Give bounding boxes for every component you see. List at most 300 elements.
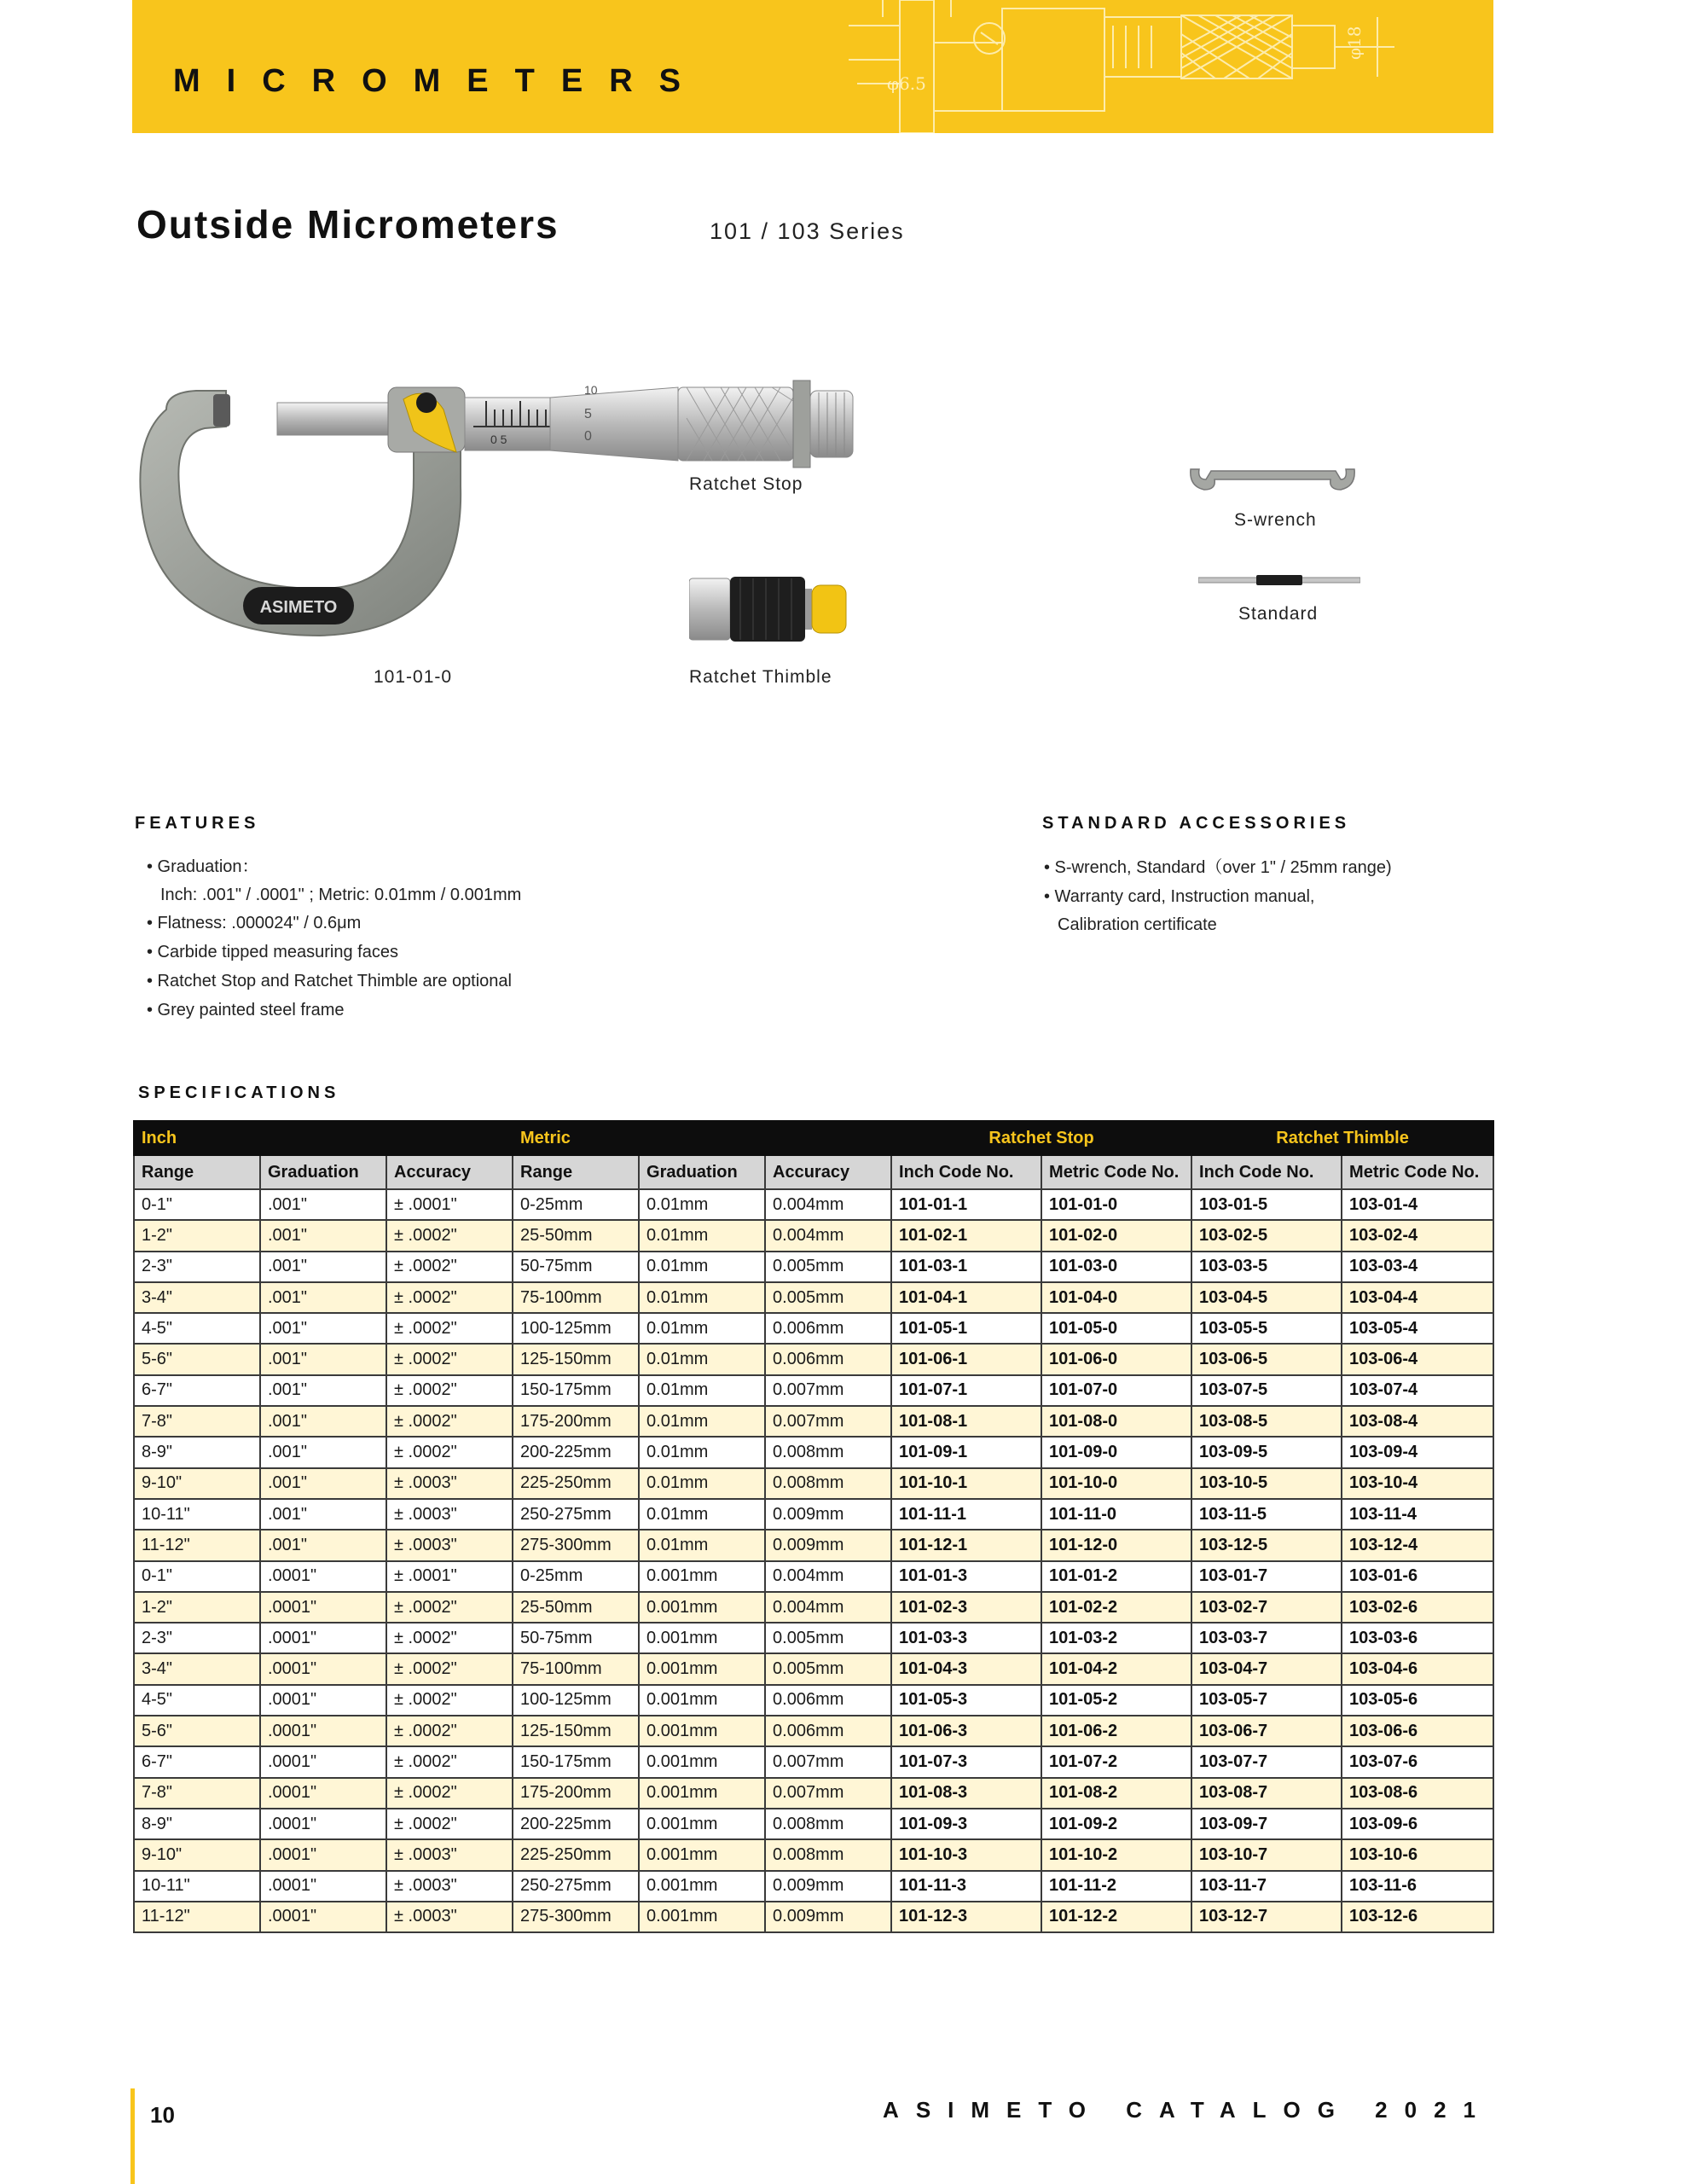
- table-cell: 150-175mm: [513, 1746, 639, 1777]
- page-number: 10: [150, 2102, 175, 2128]
- table-cell: ± .0002": [386, 1375, 513, 1406]
- table-cell: 50-75mm: [513, 1623, 639, 1653]
- table-column-header: [134, 1155, 1493, 1189]
- table-row: [134, 1344, 1493, 1374]
- table-cell: 101-11-2: [1041, 1871, 1191, 1902]
- table-cell: 0.01mm: [639, 1220, 765, 1251]
- table-cell: .001": [260, 1530, 386, 1560]
- table-row: [134, 1653, 1493, 1684]
- table-cell: 1-2": [134, 1592, 260, 1623]
- table-cell: 125-150mm: [513, 1716, 639, 1746]
- table-cell: .001": [260, 1220, 386, 1251]
- header-banner: [132, 0, 1493, 133]
- section-title: MICROMETERS: [173, 63, 707, 99]
- column-header: Metric Code No.: [1041, 1155, 1191, 1189]
- table-cell: 2-3": [134, 1623, 260, 1653]
- table-cell: ± .0002": [386, 1313, 513, 1344]
- micrometer-caption: 101-01-0: [374, 667, 453, 687]
- table-cell: 175-200mm: [513, 1406, 639, 1437]
- column-header: Range: [134, 1155, 260, 1189]
- table-cell: 101-12-1: [891, 1530, 1041, 1560]
- table-cell: 101-08-3: [891, 1778, 1041, 1809]
- table-cell: 0.01mm: [639, 1189, 765, 1220]
- table-cell: .0001": [260, 1623, 386, 1653]
- table-cell: 101-10-2: [1041, 1839, 1191, 1870]
- table-cell: 175-200mm: [513, 1778, 639, 1809]
- table-cell: 3-4": [134, 1282, 260, 1313]
- list-item: [147, 996, 744, 1025]
- table-cell: 0.001mm: [639, 1871, 765, 1902]
- column-header: Inch Code No.: [891, 1155, 1041, 1189]
- table-cell: 103-03-6: [1342, 1623, 1493, 1653]
- table-cell: 103-07-6: [1342, 1746, 1493, 1777]
- table-cell: 103-02-7: [1191, 1592, 1342, 1623]
- feature-text: • Graduation：: [147, 857, 259, 876]
- table-cell: 103-12-7: [1191, 1902, 1342, 1932]
- table-cell: .001": [260, 1313, 386, 1344]
- svg-text:φ6.5: φ6.5: [887, 73, 926, 94]
- table-cell: 0.006mm: [765, 1685, 891, 1716]
- list-item: [1044, 882, 1487, 938]
- table-cell: 101-04-0: [1041, 1282, 1191, 1313]
- standard-caption: Standard: [1238, 604, 1319, 624]
- table-cell: 0.007mm: [765, 1778, 891, 1809]
- table-cell: .001": [260, 1468, 386, 1499]
- table-cell: 6-7": [134, 1746, 260, 1777]
- table-cell: .001": [260, 1282, 386, 1313]
- table-cell: 101-11-3: [891, 1871, 1041, 1902]
- table-cell: 101-05-0: [1041, 1313, 1191, 1344]
- table-row: [134, 1623, 1493, 1653]
- table-cell: ± .0003": [386, 1871, 513, 1902]
- series-label: 101 / 103 Series: [710, 218, 905, 244]
- specifications-heading: SPECIFICATIONS: [138, 1083, 340, 1102]
- table-cell: 103-09-5: [1191, 1437, 1342, 1467]
- table-cell: 1-2": [134, 1220, 260, 1251]
- table-cell: 101-08-1: [891, 1406, 1041, 1437]
- list-item: [147, 852, 744, 909]
- accessory-text: • Warranty card, Instruction manual,: [1044, 887, 1315, 906]
- table-cell: 0.008mm: [765, 1437, 891, 1467]
- features-list: [147, 852, 744, 1025]
- table-cell: 101-05-3: [891, 1685, 1041, 1716]
- list-item: [147, 967, 744, 996]
- table-cell: 103-05-4: [1342, 1313, 1493, 1344]
- table-cell: ± .0002": [386, 1220, 513, 1251]
- table-cell: 0.004mm: [765, 1220, 891, 1251]
- table-cell: 7-8": [134, 1406, 260, 1437]
- table-row: [134, 1499, 1493, 1530]
- table-cell: 101-01-2: [1041, 1561, 1191, 1592]
- table-cell: 103-10-7: [1191, 1839, 1342, 1870]
- table-cell: .001": [260, 1189, 386, 1220]
- table-cell: 0.009mm: [765, 1530, 891, 1560]
- table-row: [134, 1406, 1493, 1437]
- accessory-text: • S-wrench, Standard（over 1" / 25mm range): [1044, 858, 1392, 877]
- table-cell: 0.001mm: [639, 1653, 765, 1684]
- table-cell: 103-07-4: [1342, 1375, 1493, 1406]
- column-header: Metric Code No.: [1342, 1155, 1493, 1189]
- table-row: [134, 1561, 1493, 1592]
- group-metric: Metric: [513, 1121, 891, 1155]
- table-cell: 0.004mm: [765, 1189, 891, 1220]
- table-cell: 250-275mm: [513, 1499, 639, 1530]
- table-cell: .001": [260, 1375, 386, 1406]
- table-cell: 101-02-1: [891, 1220, 1041, 1251]
- table-cell: 101-02-2: [1041, 1592, 1191, 1623]
- table-cell: 101-04-3: [891, 1653, 1041, 1684]
- table-cell: 103-02-4: [1342, 1220, 1493, 1251]
- table-cell: 101-07-3: [891, 1746, 1041, 1777]
- table-cell: 0.008mm: [765, 1839, 891, 1870]
- table-cell: 101-01-3: [891, 1561, 1041, 1592]
- table-cell: ± .0002": [386, 1592, 513, 1623]
- table-cell: 103-04-6: [1342, 1653, 1493, 1684]
- table-cell: 225-250mm: [513, 1839, 639, 1870]
- svg-text:φ18: φ18: [1344, 26, 1365, 60]
- list-item: [1044, 853, 1487, 882]
- table-cell: ± .0003": [386, 1530, 513, 1560]
- table-cell: 4-5": [134, 1313, 260, 1344]
- table-cell: 103-11-6: [1342, 1871, 1493, 1902]
- ratchet-stop-caption: Ratchet Stop: [689, 474, 803, 494]
- table-cell: .0001": [260, 1809, 386, 1839]
- table-cell: 101-02-0: [1041, 1220, 1191, 1251]
- table-cell: 0.009mm: [765, 1871, 891, 1902]
- table-cell: 103-01-5: [1191, 1189, 1342, 1220]
- table-cell: 101-03-2: [1041, 1623, 1191, 1653]
- table-cell: 10-11": [134, 1499, 260, 1530]
- table-cell: 103-04-5: [1191, 1282, 1342, 1313]
- table-cell: 103-06-4: [1342, 1344, 1493, 1374]
- table-group-header: [134, 1121, 1493, 1155]
- column-header: Graduation: [260, 1155, 386, 1189]
- table-cell: 101-09-0: [1041, 1437, 1191, 1467]
- table-cell: .0001": [260, 1839, 386, 1870]
- accessories-list: [1044, 853, 1487, 938]
- table-cell: 0.01mm: [639, 1406, 765, 1437]
- table-cell: 101-06-1: [891, 1344, 1041, 1374]
- table-cell: 101-04-2: [1041, 1653, 1191, 1684]
- table-cell: 103-09-7: [1191, 1809, 1342, 1839]
- table-cell: 101-10-1: [891, 1468, 1041, 1499]
- table-cell: 101-02-3: [891, 1592, 1041, 1623]
- table-cell: 0.006mm: [765, 1344, 891, 1374]
- table-cell: ± .0002": [386, 1623, 513, 1653]
- table-cell: 103-01-6: [1342, 1561, 1493, 1592]
- table-cell: 0.01mm: [639, 1530, 765, 1560]
- table-cell: 101-12-0: [1041, 1530, 1191, 1560]
- table-cell: 0.001mm: [639, 1839, 765, 1870]
- table-cell: 101-12-3: [891, 1902, 1041, 1932]
- table-cell: 5-6": [134, 1716, 260, 1746]
- table-cell: 103-06-5: [1191, 1344, 1342, 1374]
- table-row: [134, 1809, 1493, 1839]
- table-cell: 0.001mm: [639, 1685, 765, 1716]
- table-cell: 101-07-2: [1041, 1746, 1191, 1777]
- table-cell: 2-3": [134, 1252, 260, 1282]
- accessories-heading: STANDARD ACCESSORIES: [1042, 814, 1351, 833]
- catalog-label: ASIMETO CATALOG 2021: [883, 2097, 1493, 2123]
- table-cell: 101-03-0: [1041, 1252, 1191, 1282]
- table-row: [134, 1375, 1493, 1406]
- column-header: Range: [513, 1155, 639, 1189]
- table-cell: 0.009mm: [765, 1499, 891, 1530]
- table-cell: 101-10-3: [891, 1839, 1041, 1870]
- table-cell: 0.006mm: [765, 1716, 891, 1746]
- table-cell: 103-05-7: [1191, 1685, 1342, 1716]
- table-cell: 101-08-0: [1041, 1406, 1191, 1437]
- table-row: [134, 1468, 1493, 1499]
- table-row: [134, 1902, 1493, 1932]
- ratchet-thimble-image: [689, 572, 851, 648]
- table-row: [134, 1313, 1493, 1344]
- table-cell: .0001": [260, 1653, 386, 1684]
- table-row: [134, 1530, 1493, 1560]
- table-cell: ± .0002": [386, 1809, 513, 1839]
- table-cell: .001": [260, 1406, 386, 1437]
- table-cell: .001": [260, 1437, 386, 1467]
- table-row: [134, 1282, 1493, 1313]
- table-cell: 103-04-4: [1342, 1282, 1493, 1313]
- table-cell: 0.004mm: [765, 1592, 891, 1623]
- features-heading: FEATURES: [135, 814, 260, 833]
- table-cell: ± .0002": [386, 1716, 513, 1746]
- table-cell: 101-03-1: [891, 1252, 1041, 1282]
- table-cell: 103-03-7: [1191, 1623, 1342, 1653]
- table-cell: 75-100mm: [513, 1282, 639, 1313]
- table-cell: 103-11-5: [1191, 1499, 1342, 1530]
- table-cell: 103-05-6: [1342, 1685, 1493, 1716]
- group-ratchet-thimble: Ratchet Thimble: [1191, 1121, 1493, 1155]
- table-cell: .001": [260, 1252, 386, 1282]
- table-cell: 125-150mm: [513, 1344, 639, 1374]
- column-header: Graduation: [639, 1155, 765, 1189]
- table-cell: 4-5": [134, 1685, 260, 1716]
- table-cell: 103-04-7: [1191, 1653, 1342, 1684]
- table-cell: 101-12-2: [1041, 1902, 1191, 1932]
- table-cell: 101-06-3: [891, 1716, 1041, 1746]
- table-cell: 11-12": [134, 1530, 260, 1560]
- table-cell: ± .0003": [386, 1902, 513, 1932]
- table-cell: 100-125mm: [513, 1685, 639, 1716]
- table-cell: 101-05-1: [891, 1313, 1041, 1344]
- table-cell: 75-100mm: [513, 1653, 639, 1684]
- table-row: [134, 1437, 1493, 1467]
- table-cell: 100-125mm: [513, 1313, 639, 1344]
- table-row: [134, 1592, 1493, 1623]
- table-cell: 0.001mm: [639, 1902, 765, 1932]
- table-cell: 103-10-4: [1342, 1468, 1493, 1499]
- table-cell: 101-05-2: [1041, 1685, 1191, 1716]
- feature-text: • Flatness: .000024" / 0.6μm: [147, 914, 362, 932]
- table-cell: .0001": [260, 1685, 386, 1716]
- table-cell: 101-09-3: [891, 1809, 1041, 1839]
- table-cell: 0.001mm: [639, 1592, 765, 1623]
- table-cell: ± .0003": [386, 1839, 513, 1870]
- table-row: [134, 1252, 1493, 1282]
- table-cell: 103-12-5: [1191, 1530, 1342, 1560]
- table-cell: 101-09-1: [891, 1437, 1041, 1467]
- svg-text:10: 10: [584, 383, 598, 397]
- table-cell: 101-10-0: [1041, 1468, 1191, 1499]
- table-cell: 101-07-0: [1041, 1375, 1191, 1406]
- table-cell: 103-08-5: [1191, 1406, 1342, 1437]
- table-cell: .0001": [260, 1716, 386, 1746]
- table-row: [134, 1839, 1493, 1870]
- table-cell: 101-04-1: [891, 1282, 1041, 1313]
- table-cell: .001": [260, 1344, 386, 1374]
- table-cell: 0.001mm: [639, 1716, 765, 1746]
- table-cell: ± .0002": [386, 1778, 513, 1809]
- s-wrench-image: [1186, 461, 1365, 503]
- table-cell: .001": [260, 1499, 386, 1530]
- specifications-table: [133, 1120, 1494, 1933]
- table-cell: 101-06-0: [1041, 1344, 1191, 1374]
- table-cell: 8-9": [134, 1437, 260, 1467]
- table-cell: 103-02-6: [1342, 1592, 1493, 1623]
- table-cell: 0.001mm: [639, 1561, 765, 1592]
- table-cell: 103-08-6: [1342, 1778, 1493, 1809]
- table-cell: .0001": [260, 1902, 386, 1932]
- table-row: [134, 1685, 1493, 1716]
- feature-text: • Ratchet Stop and Ratchet Thimble are optional: [147, 972, 512, 990]
- table-cell: 103-08-4: [1342, 1406, 1493, 1437]
- table-cell: 103-12-4: [1342, 1530, 1493, 1560]
- table-cell: 0.006mm: [765, 1313, 891, 1344]
- table-cell: ± .0002": [386, 1437, 513, 1467]
- table-cell: 0-1": [134, 1189, 260, 1220]
- table-cell: 101-11-1: [891, 1499, 1041, 1530]
- table-cell: ± .0002": [386, 1406, 513, 1437]
- group-inch: Inch: [134, 1121, 513, 1155]
- table-cell: 0.01mm: [639, 1252, 765, 1282]
- table-cell: 101-01-1: [891, 1189, 1041, 1220]
- table-cell: 103-10-6: [1342, 1839, 1493, 1870]
- table-cell: 0.01mm: [639, 1313, 765, 1344]
- feature-subtext: Inch: .001" / .0001" ; Metric: 0.01mm / 0.001mm: [160, 886, 522, 904]
- table-cell: 101-09-2: [1041, 1809, 1191, 1839]
- micrometer-drawing-icon: [832, 0, 1493, 133]
- table-cell: 5-6": [134, 1344, 260, 1374]
- table-cell: 0.01mm: [639, 1437, 765, 1467]
- table-cell: 103-09-6: [1342, 1809, 1493, 1839]
- table-cell: 0.008mm: [765, 1468, 891, 1499]
- table-cell: 103-11-7: [1191, 1871, 1342, 1902]
- table-cell: 200-225mm: [513, 1809, 639, 1839]
- table-row: [134, 1746, 1493, 1777]
- table-cell: 103-08-7: [1191, 1778, 1342, 1809]
- table-cell: 225-250mm: [513, 1468, 639, 1499]
- table-cell: .0001": [260, 1561, 386, 1592]
- table-cell: 0-25mm: [513, 1561, 639, 1592]
- table-cell: ± .0001": [386, 1189, 513, 1220]
- table-cell: 7-8": [134, 1778, 260, 1809]
- accessory-subtext: Calibration certificate: [1058, 915, 1217, 934]
- table-cell: 275-300mm: [513, 1530, 639, 1560]
- table-cell: 103-10-5: [1191, 1468, 1342, 1499]
- table-cell: 103-06-6: [1342, 1716, 1493, 1746]
- table-cell: ± .0002": [386, 1653, 513, 1684]
- table-cell: 25-50mm: [513, 1220, 639, 1251]
- table-cell: 10-11": [134, 1871, 260, 1902]
- table-cell: 11-12": [134, 1902, 260, 1932]
- table-cell: 103-03-4: [1342, 1252, 1493, 1282]
- table-cell: 103-11-4: [1342, 1499, 1493, 1530]
- table-cell: 0-25mm: [513, 1189, 639, 1220]
- table-cell: 101-11-0: [1041, 1499, 1191, 1530]
- table-cell: 0.004mm: [765, 1561, 891, 1592]
- page-title: Outside Micrometers: [136, 202, 559, 247]
- table-row: [134, 1871, 1493, 1902]
- table-cell: 0.01mm: [639, 1499, 765, 1530]
- table-cell: 0.001mm: [639, 1623, 765, 1653]
- table-cell: 103-01-4: [1342, 1189, 1493, 1220]
- table-cell: 0.007mm: [765, 1375, 891, 1406]
- table-cell: 50-75mm: [513, 1252, 639, 1282]
- table-cell: .0001": [260, 1592, 386, 1623]
- table-cell: 0.001mm: [639, 1746, 765, 1777]
- table-cell: 0.005mm: [765, 1282, 891, 1313]
- table-cell: 0.005mm: [765, 1623, 891, 1653]
- column-header: Accuracy: [765, 1155, 891, 1189]
- table-cell: ± .0003": [386, 1468, 513, 1499]
- table-cell: 3-4": [134, 1653, 260, 1684]
- table-cell: 103-07-7: [1191, 1746, 1342, 1777]
- table-cell: 25-50mm: [513, 1592, 639, 1623]
- table-cell: 0-1": [134, 1561, 260, 1592]
- footer-accent-bar: [130, 2088, 135, 2184]
- table-cell: 0.007mm: [765, 1406, 891, 1437]
- table-cell: 0.008mm: [765, 1809, 891, 1839]
- table-cell: 103-09-4: [1342, 1437, 1493, 1467]
- table-cell: 101-03-3: [891, 1623, 1041, 1653]
- table-cell: ± .0002": [386, 1344, 513, 1374]
- table-cell: .0001": [260, 1778, 386, 1809]
- table-cell: 101-07-1: [891, 1375, 1041, 1406]
- standard-image: [1198, 572, 1360, 589]
- brand-logo: ASIMETO: [259, 598, 338, 617]
- list-item: [147, 909, 744, 938]
- table-cell: 103-02-5: [1191, 1220, 1342, 1251]
- table-cell: 103-03-5: [1191, 1252, 1342, 1282]
- table-cell: .0001": [260, 1746, 386, 1777]
- table-cell: 0.007mm: [765, 1746, 891, 1777]
- table-row: [134, 1716, 1493, 1746]
- table-cell: 101-06-2: [1041, 1716, 1191, 1746]
- svg-text:0 5: 0 5: [490, 433, 507, 446]
- table-cell: ± .0002": [386, 1685, 513, 1716]
- table-cell: 0.001mm: [639, 1809, 765, 1839]
- table-cell: 0.01mm: [639, 1468, 765, 1499]
- table-cell: 9-10": [134, 1468, 260, 1499]
- table-cell: 0.005mm: [765, 1252, 891, 1282]
- table-cell: 101-01-0: [1041, 1189, 1191, 1220]
- table-row: [134, 1189, 1493, 1220]
- feature-text: • Grey painted steel frame: [147, 1001, 345, 1019]
- feature-text: • Carbide tipped measuring faces: [147, 943, 398, 961]
- s-wrench-caption: S-wrench: [1234, 510, 1317, 530]
- table-cell: .0001": [260, 1871, 386, 1902]
- table-cell: 0.001mm: [639, 1778, 765, 1809]
- table-cell: ± .0003": [386, 1499, 513, 1530]
- ratchet-thimble-caption: Ratchet Thimble: [689, 667, 832, 687]
- table-cell: 0.01mm: [639, 1344, 765, 1374]
- table-row: [134, 1778, 1493, 1809]
- table-cell: 250-275mm: [513, 1871, 639, 1902]
- column-header: Inch Code No.: [1191, 1155, 1342, 1189]
- table-cell: 0.005mm: [765, 1653, 891, 1684]
